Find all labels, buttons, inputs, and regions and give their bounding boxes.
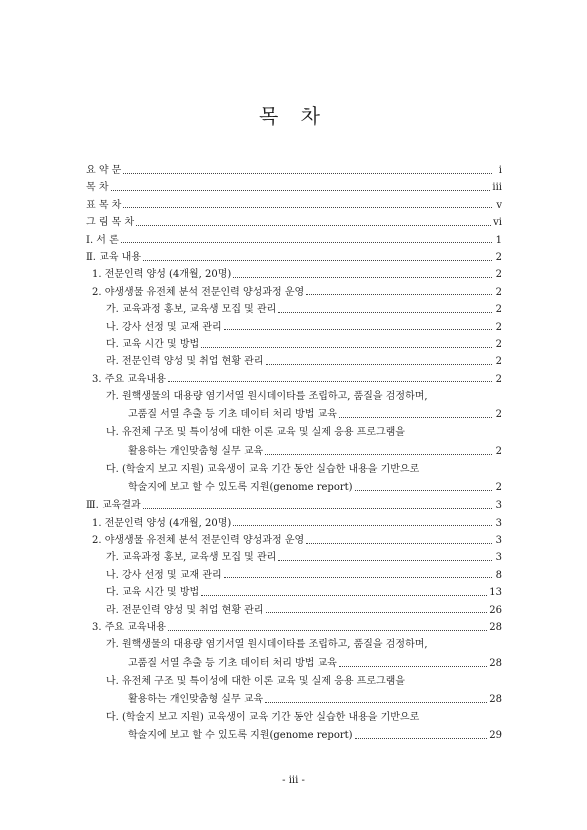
toc-entry-subsection-line2[interactable] <box>86 727 502 745</box>
toc-entry-subsection[interactable] <box>86 567 502 584</box>
toc-entry-page: 13 <box>489 587 502 599</box>
toc-entry-page: 8 <box>495 569 502 581</box>
dot-leader <box>201 594 487 596</box>
dot-leader <box>306 542 492 544</box>
toc-entry-label: 가. 교육과정 홍보, 교육생 모집 및 관리 <box>106 552 277 564</box>
toc-entry-label: 고품질 서열 추출 등 기초 데이터 처리 방법 교육 <box>128 409 337 421</box>
toc-entry-page: iii <box>492 182 502 194</box>
toc-entry-subsection-line1[interactable] <box>86 388 502 406</box>
document-title: 목 차 <box>259 104 328 128</box>
toc-entry-label: 다. (학술지 보고 지원) 교육생이 교육 기간 동안 실습한 내용을 기반으로 <box>106 463 420 475</box>
toc-entry-label: 가. 원핵생물의 대용량 염기서열 원시데이타를 조립하고, 품질을 검정하며, <box>106 639 428 651</box>
dot-leader <box>266 363 493 365</box>
dot-leader <box>136 224 491 226</box>
toc-entry-label: 요 약 문 <box>86 165 122 176</box>
toc-entry-label: 그 림 목 차 <box>86 217 135 229</box>
toc-entry-page: 2 <box>495 269 502 281</box>
toc-entry-page: 2 <box>495 321 502 333</box>
toc-entry-section[interactable] <box>86 266 502 283</box>
toc-entry-label: 3. 주요 교육내용 <box>92 621 166 633</box>
toc-entry-subsection-line2[interactable] <box>86 479 502 497</box>
toc-entry-subsection[interactable] <box>86 602 502 619</box>
toc-entry-label: 1. 전문인력 양성 (4개월, 20명) <box>92 269 232 281</box>
toc-entry-section[interactable] <box>86 371 502 388</box>
dot-leader <box>339 665 487 667</box>
toc-entry-page: 3 <box>495 500 502 512</box>
toc-entry-section[interactable] <box>86 284 502 301</box>
toc-entry-label: 가. 원핵생물의 대용량 염기서열 원시데이타를 조립하고, 품질을 검정하며, <box>106 391 428 403</box>
toc-entry-section[interactable] <box>86 619 502 636</box>
toc-entry-page: 29 <box>489 730 502 742</box>
toc-entry-label: 다. 교육 시간 및 방법 <box>106 587 200 599</box>
dot-leader <box>111 189 491 191</box>
toc-entry-page: 28 <box>489 657 502 669</box>
toc-entry-page: 2 <box>495 409 502 421</box>
toc-entry-label: 학술지에 보고 할 수 있도록 지원(genome report) <box>128 482 353 494</box>
toc-entry-label: 1. 전문인력 양성 (4개월, 20명) <box>92 517 232 529</box>
dot-leader <box>123 206 492 208</box>
toc-entry-page: 2 <box>495 251 502 263</box>
toc-entry-label: 활용하는 개인맞춤형 실무 교육 <box>128 693 264 705</box>
toc-entry-summary[interactable] <box>86 162 502 179</box>
toc-entry-label: 다. (학술지 보고 지원) 교육생이 교육 기간 동안 실습한 내용을 기반으로 <box>106 712 420 724</box>
dot-leader <box>265 701 487 703</box>
toc-entry-chapter-3[interactable] <box>86 497 502 514</box>
toc-entry-subsection[interactable] <box>86 301 502 318</box>
toc-entry-label: 라. 전문인력 양성 및 취업 현황 관리 <box>106 356 264 368</box>
toc-entry-page: 28 <box>489 621 502 633</box>
dot-leader <box>355 489 492 491</box>
toc-entry-subsection-line1[interactable] <box>86 636 502 654</box>
toc-entry-page: v <box>496 199 502 211</box>
toc-entry-subsection-line2[interactable] <box>86 655 502 673</box>
toc-entry-subsection[interactable] <box>86 584 502 601</box>
toc-entry-label: 나. 유전체 구조 및 특이성에 대한 이론 교육 및 실제 응용 프로그램을 <box>106 675 405 687</box>
toc-entry-page: 2 <box>495 356 502 368</box>
dot-leader <box>278 559 492 561</box>
toc-entry-page: 26 <box>489 604 502 616</box>
toc-entry-label: 활용하는 개인맞춤형 실무 교육 <box>128 445 264 457</box>
toc-entry-page: 28 <box>489 693 502 705</box>
toc-entry-label: Ⅰ. 서 론 <box>86 234 119 246</box>
toc-entry-label: 3. 주요 교육내용 <box>92 373 166 385</box>
dot-leader <box>201 346 492 348</box>
toc-entry-subsection-line2[interactable] <box>86 406 502 424</box>
toc-entry-label: 나. 강사 선정 및 교재 관리 <box>106 321 222 333</box>
dot-leader <box>224 576 492 578</box>
toc-entry-page: 1 <box>495 234 502 246</box>
toc-entry-page: 2 <box>495 373 502 385</box>
toc-entry-label: 라. 전문인력 양성 및 취업 현황 관리 <box>106 604 264 616</box>
toc-entry-label: 고품질 서열 추출 등 기초 데이터 처리 방법 교육 <box>128 657 337 669</box>
dot-leader <box>233 276 492 278</box>
dot-leader <box>168 380 492 382</box>
toc-entry-page: 2 <box>495 482 502 494</box>
table-of-contents <box>86 162 502 745</box>
dot-leader <box>123 172 492 174</box>
toc-entry-subsection[interactable] <box>86 353 502 370</box>
toc-entry-section[interactable] <box>86 532 502 549</box>
toc-entry-subsection-line1[interactable] <box>86 461 502 479</box>
toc-entry-label: Ⅱ. 교육 내용 <box>86 251 141 263</box>
dot-leader <box>355 737 488 739</box>
toc-entry-label: Ⅲ. 교육결과 <box>86 500 141 512</box>
toc-entry-chapter-2[interactable] <box>86 249 502 266</box>
toc-entry-page: 2 <box>495 286 502 298</box>
toc-entry-subsection-line1[interactable] <box>86 424 502 442</box>
toc-entry-label: 표 목 차 <box>86 199 122 211</box>
dot-leader <box>266 611 488 613</box>
toc-entry-page: 3 <box>495 552 502 564</box>
dot-leader <box>233 524 492 526</box>
toc-entry-page: i <box>498 165 502 176</box>
toc-entry-page: 3 <box>495 517 502 529</box>
toc-entry-label: 나. 강사 선정 및 교재 관리 <box>106 569 222 581</box>
toc-entry-page: 2 <box>495 304 502 316</box>
dot-leader <box>265 453 492 455</box>
toc-entry-section[interactable] <box>86 515 502 532</box>
toc-entry-label: 다. 교육 시간 및 방법 <box>106 338 200 350</box>
toc-entry-contents[interactable] <box>86 179 502 196</box>
toc-entry-subsection[interactable] <box>86 549 502 566</box>
toc-entry-label: 가. 교육과정 홍보, 교육생 모집 및 관리 <box>106 304 277 316</box>
toc-entry-list-of-tables[interactable] <box>86 197 502 214</box>
dot-leader <box>306 293 492 295</box>
toc-entry-subsection-line1[interactable] <box>86 673 502 691</box>
toc-entry-subsection[interactable] <box>86 319 502 336</box>
toc-entry-subsection-line2[interactable] <box>86 691 502 709</box>
toc-entry-page: 3 <box>495 534 502 546</box>
toc-entry-chapter-1[interactable] <box>86 232 502 249</box>
toc-entry-label: 목 차 <box>86 182 109 194</box>
toc-entry-page: 2 <box>495 445 502 457</box>
toc-entry-label: 학술지에 보고 할 수 있도록 지원(genome report) <box>128 730 353 742</box>
toc-entry-label: 2. 야생생물 유전체 분석 전문인력 양성과정 운영 <box>92 286 305 298</box>
toc-entry-subsection[interactable] <box>86 336 502 353</box>
toc-entry-label: 2. 야생생물 유전체 분석 전문인력 양성과정 운영 <box>92 534 305 546</box>
dot-leader <box>143 507 492 509</box>
toc-entry-page: vi <box>493 217 502 229</box>
toc-entry-subsection-line1[interactable] <box>86 709 502 727</box>
dot-leader <box>278 311 492 313</box>
dot-leader <box>339 416 492 418</box>
dot-leader <box>224 328 492 330</box>
dot-leader <box>168 629 487 631</box>
toc-entry-list-of-figures[interactable] <box>86 214 502 231</box>
dot-leader <box>143 259 492 261</box>
toc-entry-label: 나. 유전체 구조 및 특이성에 대한 이론 교육 및 실제 응용 프로그램을 <box>106 427 405 439</box>
dot-leader <box>121 241 492 243</box>
toc-entry-page: 2 <box>495 338 502 350</box>
page-number-footer: - iii - <box>282 775 305 786</box>
toc-entry-subsection-line2[interactable] <box>86 443 502 461</box>
